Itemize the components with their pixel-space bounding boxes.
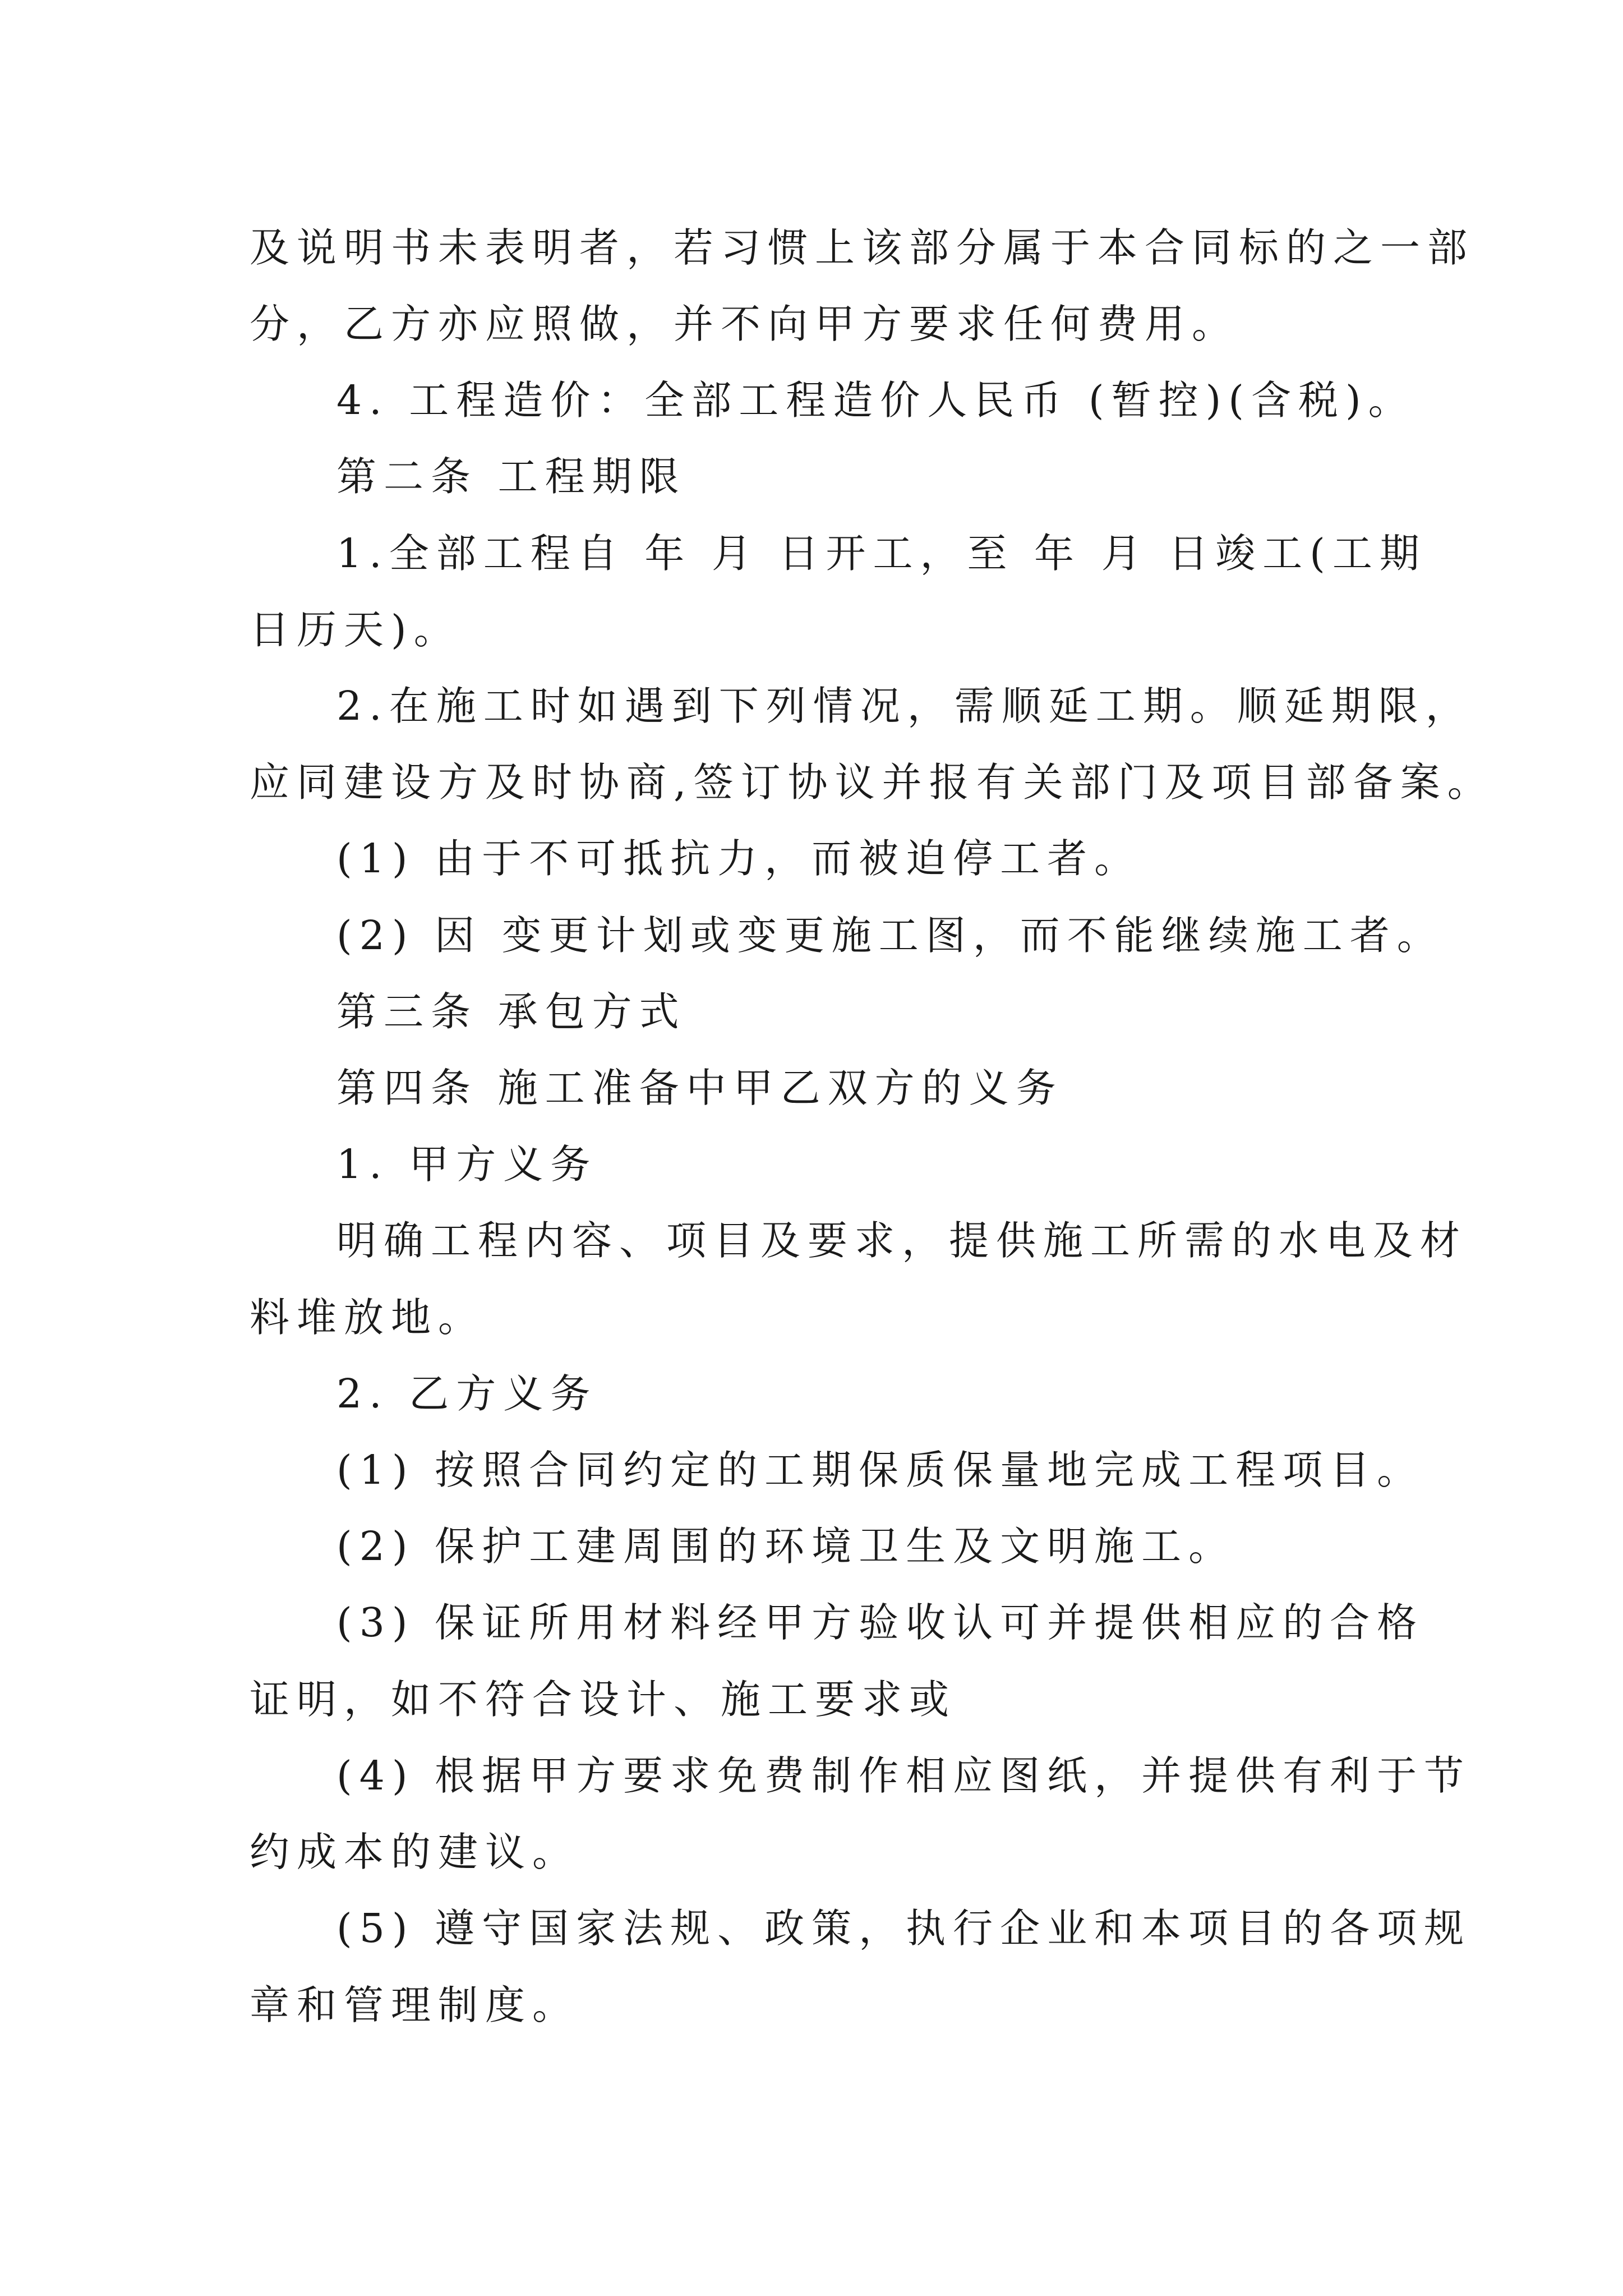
text-line: 约成本的建议。	[250, 1829, 580, 1875]
text-line: (3) 保证所用材料经甲方验收认可并提供相应的合格	[336, 1599, 1424, 1646]
text-line: (4) 根据甲方要求免费制作相应图纸，并提供有利于节	[336, 1752, 1472, 1799]
text-line: 证明，如不符合设计、施工要求或	[250, 1676, 957, 1723]
text-line: 1. 甲方义务	[336, 1141, 598, 1188]
text-line: 及说明书未表明者，若习惯上该部分属于本合同标的之一部	[250, 224, 1475, 271]
text-line: (2) 保护工建周围的环境卫生及文明施工。	[336, 1523, 1236, 1570]
text-line: 章和管理制度。	[250, 1982, 580, 2028]
text-line: 分，乙方亦应照做，并不向甲方要求任何费用。	[250, 301, 1239, 347]
text-line: 2. 乙方义务	[336, 1370, 598, 1417]
section-heading: 第四条 施工准备中甲乙双方的义务	[336, 1065, 1063, 1111]
text-line: 2.在施工时如遇到下列情况，需顺延工期。顺延期限，	[336, 683, 1473, 729]
text-line: 料堆放地。	[250, 1294, 486, 1341]
section-heading: 第二条 工程期限	[336, 453, 686, 500]
section-heading: 第三条 承包方式	[336, 988, 686, 1035]
text-line: 明确工程内容、项目及要求，提供施工所需的水电及材	[336, 1217, 1468, 1264]
text-line: (1) 按照合同约定的工期保质保量地完成工程项目。	[336, 1447, 1424, 1493]
text-line: (5) 遵守国家法规、政策，执行企业和本项目的各项规	[336, 1905, 1472, 1952]
text-line: 4. 工程造价：全部工程造价人民币 (暂控)(含税)。	[336, 377, 1415, 424]
text-line: 1.全部工程自 年 月 日开工，至 年 月 日竣工(工期	[336, 530, 1427, 577]
text-line: (2) 因 变更计划或变更施工图，而不能继续施工者。	[336, 912, 1444, 959]
text-line: (1) 由于不可抵抗力，而被迫停工者。	[336, 835, 1142, 882]
text-line: 应同建设方及时协商,签订协议并报有关部门及项目部备案。	[250, 759, 1495, 806]
text-line: 日历天)。	[250, 606, 461, 653]
